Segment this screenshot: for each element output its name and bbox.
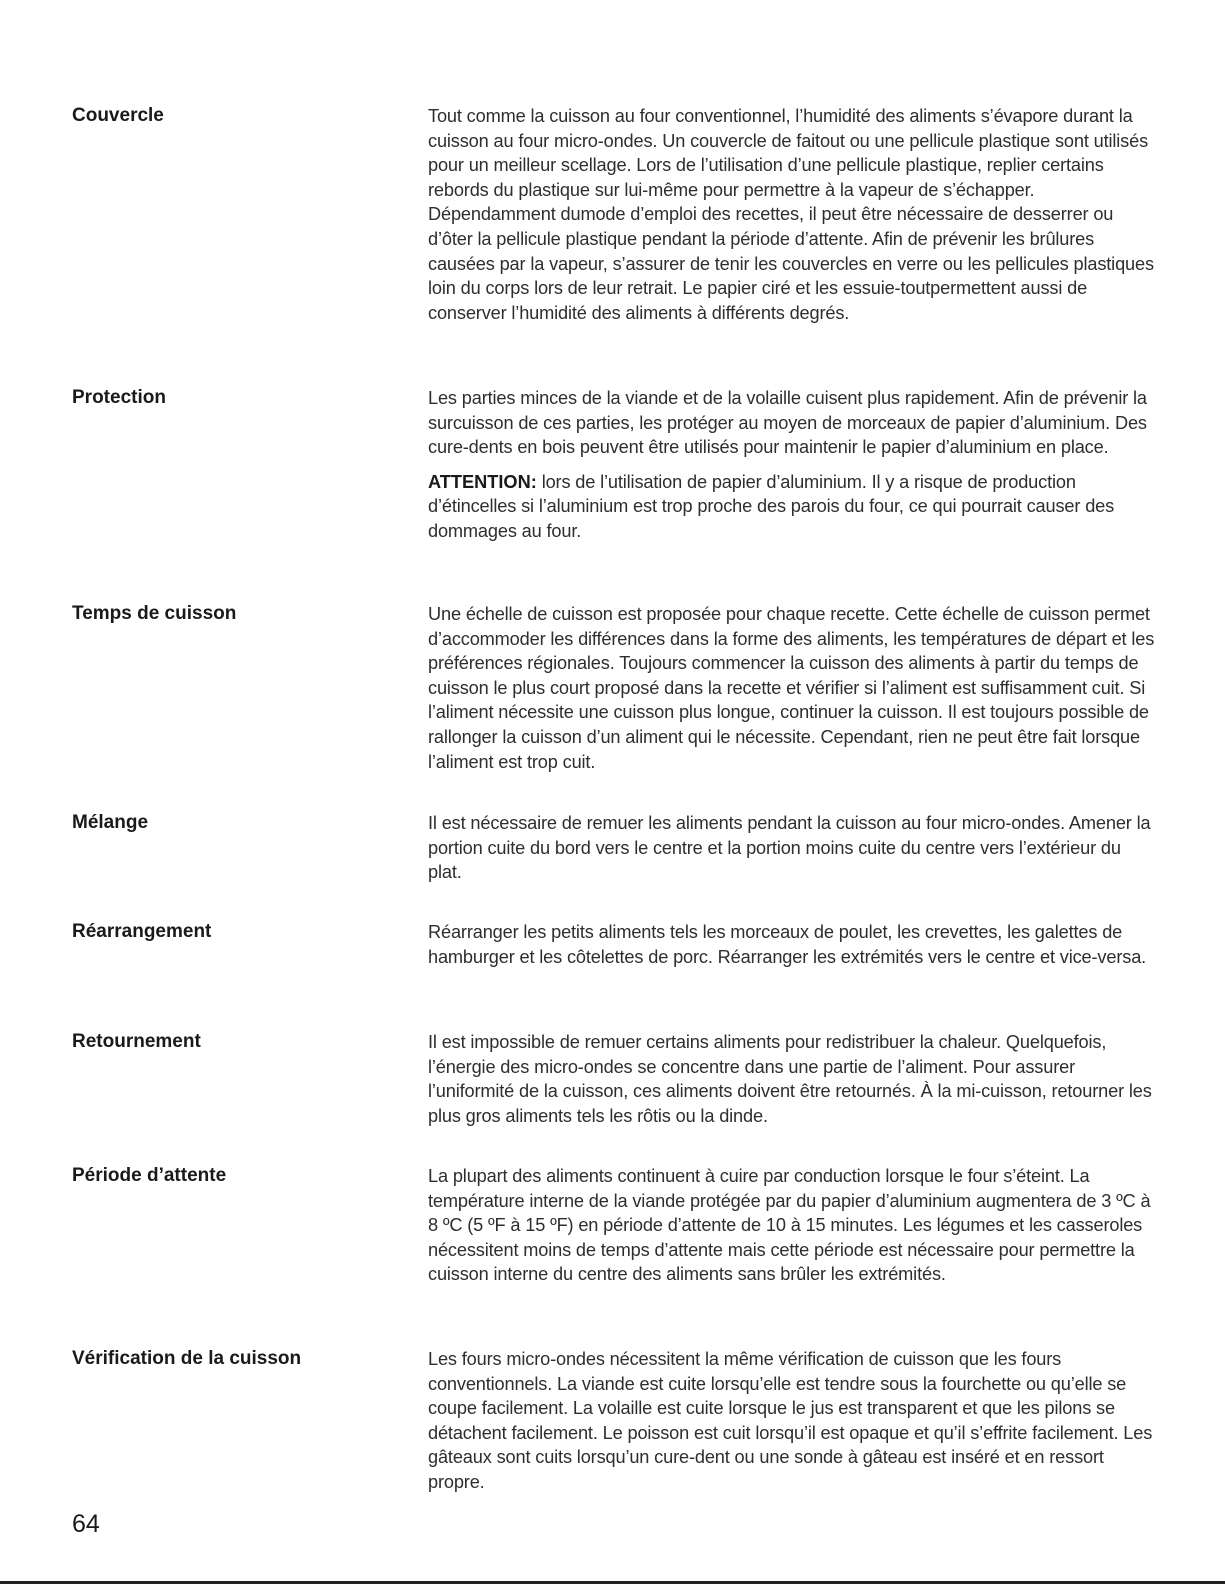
attention-label: ATTENTION: <box>428 471 537 492</box>
paragraph: La plupart des aliments continuent à cuire par conduction lorsque le four s’éteint. La température interne de la viande protégée par du papier d’aluminium augmentera de 3 ºC à 8 ºC (5 ºF à 15 ºF) en période d’attente de 10 à 15 minutes. Les légumes et les casseroles nécessitent moins de temps d’attente mais cette période est nécessaire pour permettre la cuisson interne du centre des aliments sans brûler les extrémités. <box>428 1166 1151 1285</box>
section-body <box>428 602 1156 784</box>
paragraph: Une échelle de cuisson est proposée pour chaque recette. Cette échelle de cuisson permet d’accommoder les différences dans la forme des aliments, les températures de départ et les préférences régionales. Toujours commencer la cuisson des aliments à partir du temps de cuisson le plus court proposé dans la recette et vérifier si l’aliment est suffisamment cuit. Si l’aliment nécessite une cuisson plus longue, continuer la cuisson. Il est toujours possible de rallonger la cuisson d’un aliment qui le nécessite. Cependant, rien ne peut être fait lorsque l’aliment est trop cuit. <box>428 604 1155 772</box>
paragraph: Réarranger les petits aliments tels les morceaux de poulet, les crevettes, les galettes de hamburger et les côtelettes de porc. Réarranger les extrémités vers le centre et vice-versa. <box>428 922 1147 967</box>
section-body <box>428 104 1156 335</box>
section-heading: Couvercle <box>72 105 164 126</box>
section-heading: Vérification de la cuisson <box>72 1348 302 1369</box>
section-body <box>428 1164 1156 1297</box>
paragraph: Les parties minces de la viande et de la volaille cuisent plus rapidement. Afin de prévenir la surcuisson de ces parties, les protéger au moyen de morceaux de papier d’aluminium. Des cure-dents en bois peuvent être utilisés pour maintenir le papier d’aluminium en place. <box>428 388 1147 458</box>
paragraph: Il est impossible de remuer certains aliments pour redistribuer la chaleur. Quelquefois, l’énergie des micro-ondes se concentre dans une partie de l’aliment. Pour assurer l’uniformité de la cuisson, ces aliments doivent être retournés. À la mi-cuisson, retourner les plus gros aliments tels les rôtis ou la dinde. <box>428 1032 1152 1126</box>
paragraph: Les fours micro-ondes nécessitent la même vérification de cuisson que les fours conventionnels. La viande est cuite lorsqu’elle est tendre sous la fourchette ou qu’elle se coupe facilement. La volaille est cuite lorsque le jus est transparent et que les pilons se détachent facilement. Le poisson est cuit lorsqu’il est opaque et qu’il s’effrite facilement. Les gâteaux sont cuits lorsqu’un cure-dent ou une sonde à gâteau est inséré et en ressort propre. <box>428 1349 1153 1492</box>
section-body <box>428 386 1156 554</box>
section-heading: Retournement <box>72 1031 201 1052</box>
page-number: 64 <box>72 1510 100 1538</box>
bottom-rule <box>0 1581 1225 1584</box>
attention-text: lors de l’utilisation de papier d’aluminium. Il y a risque de production d’étincelles si l’aluminium est trop proche des parois du four, ce qui pourrait causer des dommages au four. <box>428 471 1115 541</box>
section-heading: Temps de cuisson <box>72 603 237 624</box>
section-body <box>428 811 1156 895</box>
paragraph: Il est nécessaire de remuer les aliments pendant la cuisson au four micro-ondes. Amener la portion cuite du bord vers le centre et la portion moins cuite du centre vers l’extérieur du plat. <box>428 813 1151 883</box>
section-heading: Mélange <box>72 812 149 833</box>
section-heading: Protection <box>72 387 166 408</box>
section-heading: Réarrangement <box>72 921 212 942</box>
section-heading: Période d’attente <box>72 1165 227 1186</box>
section-body <box>428 1030 1156 1138</box>
section-body <box>428 920 1156 979</box>
attention-note <box>428 470 1156 544</box>
section-body <box>428 1347 1156 1505</box>
paragraph: Tout comme la cuisson au four conventionnel, l’humidité des aliments s’évapore durant la cuisson au four micro-ondes. Un couvercle de faitout ou une pellicule plastique sont utilisés pour un meilleur scellage. Lors de l’utilisation d’une pellicule plastique, replier certains rebords du plastique sur lui-même pour permettre à la vapeur de s’échapper. Dépendamment dumode d’emploi des recettes, il peut être nécessaire de desserrer ou d’ôter la pellicule plastique pendant la période d’attente. Afin de prévenir les brûlures causées par la vapeur, s’assurer de tenir les couvercles en verre ou les pellicules plastiques loin du corps lors de leur retrait. Le papier ciré et les essuie-toutpermettent aussi de conserver l’humidité des aliments à différents degrés. <box>428 106 1154 323</box>
